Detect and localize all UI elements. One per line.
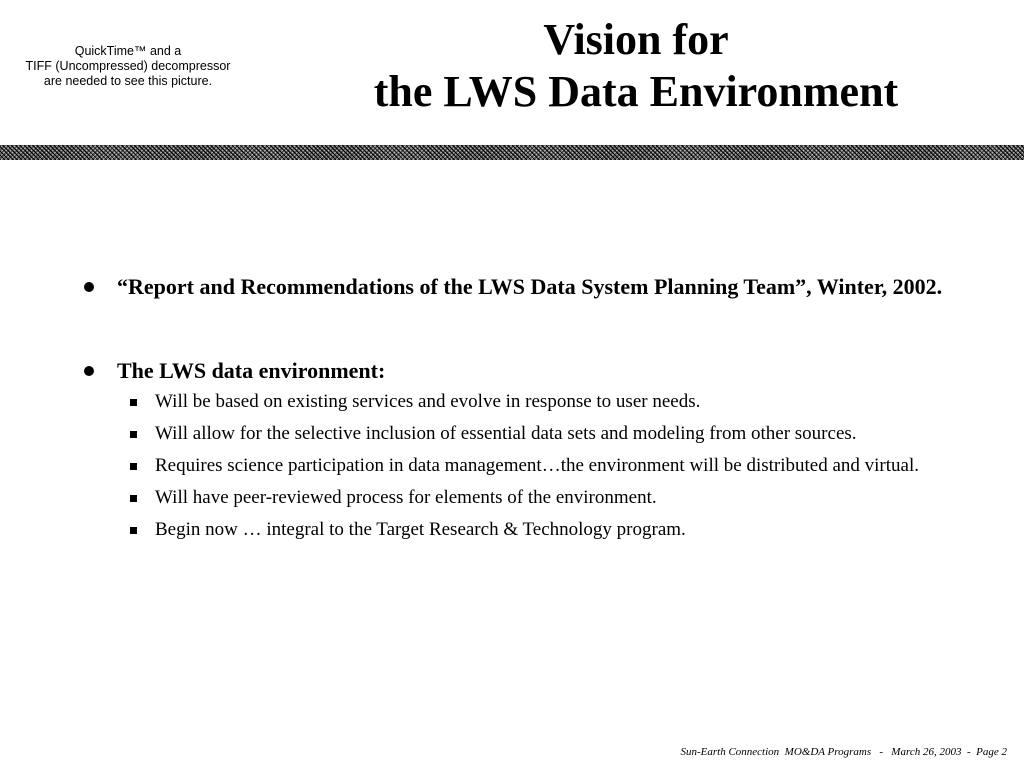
slide-body bbox=[84, 273, 944, 549]
slide-title-line-1: Vision for bbox=[543, 15, 729, 64]
square-bullet-icon bbox=[130, 527, 137, 534]
square-bullet-icon bbox=[130, 431, 137, 438]
header-divider-bar bbox=[0, 145, 1024, 160]
sub-bullet-text: Will have peer-reviewed process for elements of the environment. bbox=[155, 487, 657, 508]
placeholder-text-line-1: QuickTime™ and a bbox=[74, 44, 182, 58]
bullet-report-reference bbox=[84, 273, 944, 301]
round-bullet-icon bbox=[84, 282, 94, 292]
sub-bullet-item bbox=[84, 389, 944, 415]
sub-bullet-list bbox=[84, 389, 944, 543]
quicktime-placeholder-image bbox=[0, 44, 256, 89]
sub-bullet-item bbox=[84, 517, 944, 543]
sub-bullet-text: Will allow for the selective inclusion of essential data sets and modeling from other sources. bbox=[155, 423, 857, 444]
square-bullet-icon bbox=[130, 495, 137, 502]
sub-bullet-text: Begin now … integral to the Target Research & Technology program. bbox=[155, 519, 686, 540]
sub-bullet-text: Requires science participation in data management…the environment will be distributed and virtual. bbox=[155, 455, 919, 476]
bullet-text: The LWS data environment: bbox=[117, 358, 386, 383]
square-bullet-icon bbox=[130, 463, 137, 470]
sub-bullet-item bbox=[84, 421, 944, 447]
placeholder-text-line-3: are needed to see this picture. bbox=[43, 74, 213, 88]
bullet-data-environment bbox=[84, 357, 944, 385]
slide-footer: Sun-Earth Connection MO&DA Programs - March 26, 2003 - Page 2 bbox=[680, 746, 1007, 758]
bullet-text: “Report and Recommendations of the LWS Data System Planning Team”, Winter, 2002. bbox=[117, 274, 943, 299]
sub-bullet-text: Will be based on existing services and evolve in response to user needs. bbox=[155, 391, 701, 412]
square-bullet-icon bbox=[130, 399, 137, 406]
round-bullet-icon bbox=[84, 366, 94, 376]
sub-bullet-item bbox=[84, 485, 944, 511]
slide-title-line-2: the LWS Data Environment bbox=[373, 67, 899, 116]
sub-bullet-item bbox=[84, 453, 944, 479]
placeholder-text-line-2: TIFF (Uncompressed) decompressor bbox=[25, 59, 231, 73]
slide-title bbox=[280, 14, 992, 118]
